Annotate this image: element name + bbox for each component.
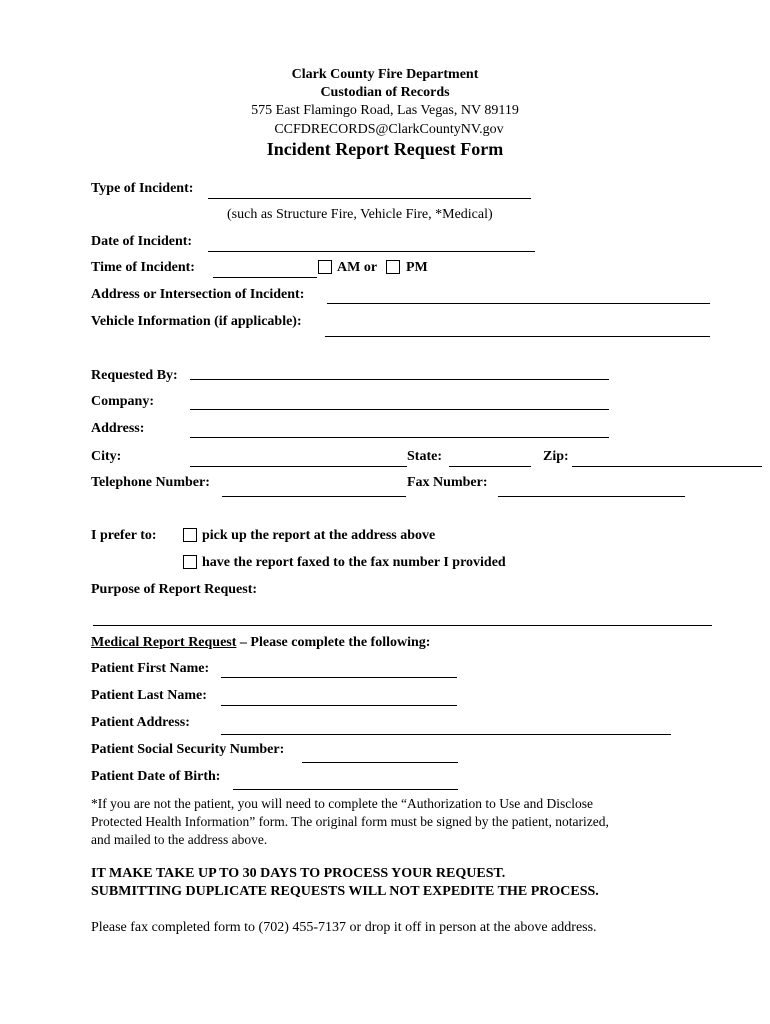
requested-by-label: Requested By: (91, 368, 178, 383)
incident-time-field[interactable] (213, 277, 317, 278)
incident-type-field[interactable] (208, 198, 531, 199)
preference-label: I prefer to: (91, 528, 157, 543)
office-name: Custodian of Records (320, 85, 450, 100)
authorization-note-line3: and mailed to the address above. (91, 832, 268, 847)
incident-date-label: Date of Incident: (91, 234, 193, 249)
state-label: State: (407, 449, 442, 464)
medical-heading-suffix: – Please complete the following: (236, 635, 431, 650)
requested-by-field[interactable] (190, 379, 609, 380)
fax-field[interactable] (498, 496, 685, 497)
medical-heading-underlined: Medical Report Request (91, 635, 237, 650)
zip-label: Zip: (543, 449, 569, 464)
telephone-label: Telephone Number: (91, 475, 210, 490)
company-label: Company: (91, 394, 155, 409)
requester-address-field[interactable] (190, 437, 609, 438)
org-address: 575 East Flamingo Road, Las Vegas, NV 89119 (251, 103, 519, 118)
fax-label: Fax Number: (407, 475, 488, 490)
patient-last-name-field[interactable] (221, 705, 457, 706)
pickup-checkbox[interactable] (183, 528, 197, 542)
city-label: City: (91, 449, 122, 464)
am-checkbox[interactable] (318, 260, 332, 274)
pm-checkbox[interactable] (386, 260, 400, 274)
fax-checkbox[interactable] (183, 555, 197, 569)
incident-time-label: Time of Incident: (91, 260, 195, 275)
incident-address-field[interactable] (327, 303, 710, 304)
city-field[interactable] (190, 466, 407, 467)
medical-heading (91, 635, 430, 651)
pickup-option-label: pick up the report at the address above (202, 528, 436, 543)
patient-first-name-label: Patient First Name: (91, 661, 210, 676)
org-name: Clark County Fire Department (291, 67, 479, 82)
pm-label: PM (406, 260, 428, 275)
incident-type-label: Type of Incident: (91, 181, 194, 196)
purpose-field[interactable] (93, 625, 712, 626)
duplicate-notice: SUBMITTING DUPLICATE REQUESTS WILL NOT EXPEDITE THE PROCESS. (91, 884, 599, 899)
zip-field[interactable] (572, 466, 762, 467)
patient-dob-field[interactable] (233, 789, 458, 790)
patient-ssn-label: Patient Social Security Number: (91, 742, 285, 757)
fax-instruction: Please fax completed form to (702) 455-7137 or drop it off in person at the above address. (91, 920, 597, 935)
form-title: Incident Report Request Form (266, 139, 504, 159)
org-email: CCFDRECORDS@ClarkCountyNV.gov (274, 122, 504, 137)
state-field[interactable] (449, 466, 531, 467)
patient-first-name-field[interactable] (221, 677, 457, 678)
company-field[interactable] (190, 409, 609, 410)
authorization-note-line1: *If you are not the patient, you will need to complete the “Authorization to Use and Disclose (91, 796, 593, 811)
patient-dob-label: Patient Date of Birth: (91, 769, 221, 784)
incident-date-field[interactable] (208, 251, 535, 252)
authorization-note-line2: Protected Health Information” form. The original form must be signed by the patient, notarized, (91, 814, 609, 829)
telephone-field[interactable] (222, 496, 406, 497)
incident-address-label: Address or Intersection of Incident: (91, 287, 305, 302)
vehicle-info-label: Vehicle Information (if applicable): (91, 314, 302, 329)
patient-address-label: Patient Address: (91, 715, 190, 730)
am-label: AM or (337, 260, 378, 275)
patient-ssn-field[interactable] (302, 762, 458, 763)
purpose-label: Purpose of Report Request: (91, 582, 258, 597)
patient-last-name-label: Patient Last Name: (91, 688, 207, 703)
vehicle-info-field[interactable] (325, 336, 710, 337)
requester-address-label: Address: (91, 421, 145, 436)
processing-notice: IT MAKE TAKE UP TO 30 DAYS TO PROCESS YOUR REQUEST. (91, 866, 506, 881)
incident-type-hint: (such as Structure Fire, Vehicle Fire, *Medical) (227, 207, 493, 222)
patient-address-field[interactable] (221, 734, 671, 735)
fax-option-label: have the report faxed to the fax number I provided (202, 555, 506, 570)
